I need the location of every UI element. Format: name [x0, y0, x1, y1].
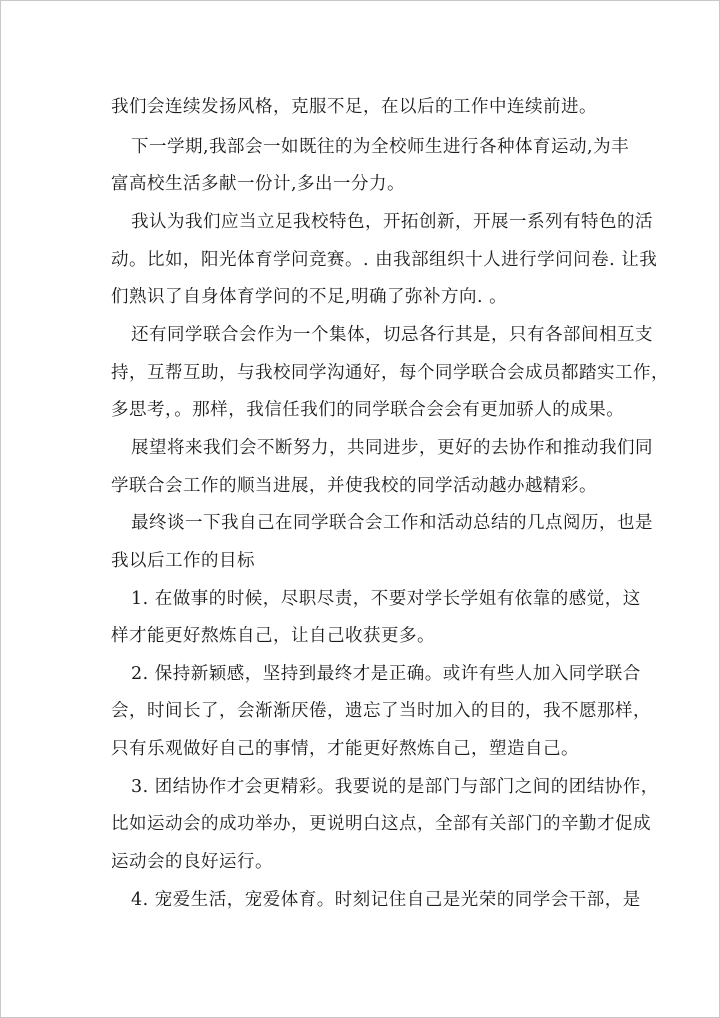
text-line: 最终谈一下我自己在同学联合会工作和活动总结的几点阅历，也是: [131, 513, 653, 533]
text-line: 样才能更好熬炼自己，让自己收获更多。: [111, 626, 435, 646]
list-item-1: 1. 在做事的时候，尽职尽责，不要对学长学姐有依靠的感觉，这: [131, 589, 641, 609]
text-line: 持，互帮互助，与我校同学沟通好，每个同学联合会成员都踏实工作，: [111, 363, 669, 383]
text-line: 多思考，。那样，我信任我们的同学联合会会有更加骄人的成果。: [111, 400, 625, 420]
text-line: 下一学期,我部会一如既往的为全校师生进行各种体育运动,为丰: [131, 137, 630, 157]
text-line: 运动会的良好运行。: [111, 852, 273, 872]
text-line: 们熟识了自身体育学问的不足,明确了弥补方向. 。: [111, 287, 508, 307]
list-item-2: 2. 保持新颖感，坚持到最终才是正确。或许有些人加入同学联合: [131, 664, 641, 684]
list-item-3: 3. 团结协作才会更精彩。我要说的是部门与部门之间的团结协作，: [131, 777, 659, 797]
text-line: 我认为我们应当立足我校特色，开拓创新，开展一系列有特色的活: [131, 212, 653, 232]
text-line: 比如运动会的成功举办，更说明白这点，全部有关部门的辛勤才促成: [111, 814, 651, 834]
text-line: 还有同学联合会作为一个集体，切忌各行其是，只有各部间相互支: [131, 325, 653, 345]
text-line: 展望将来我们会不断努力，共同进步，更好的去协作和推动我们同: [131, 438, 653, 458]
text-line: 会，时间长了，会渐渐厌倦，遗忘了当时加入的目的，我不愿那样，: [111, 701, 651, 721]
text-line: 我以后工作的目标: [111, 551, 255, 571]
text-line: 富高校生活多献一份计,多出一分力。: [111, 174, 406, 194]
text-line: 动。比如，阳光体育学问竞赛。. 由我部组织十人进行学问问卷. 让我: [111, 250, 658, 270]
text-line: 学联合会工作的顺当进展，并使我校的同学活动越办越精彩。: [111, 476, 597, 496]
text-line: 我们会连续发扬风格，克服不足，在以后的工作中连续前进。: [111, 97, 597, 117]
list-item-4: 4. 宠爱生活，宠爱体育。时刻记住自己是光荣的同学会干部，是: [131, 890, 641, 910]
text-line: 只有乐观做好自己的事情，才能更好熬炼自己，塑造自己。: [111, 739, 579, 759]
